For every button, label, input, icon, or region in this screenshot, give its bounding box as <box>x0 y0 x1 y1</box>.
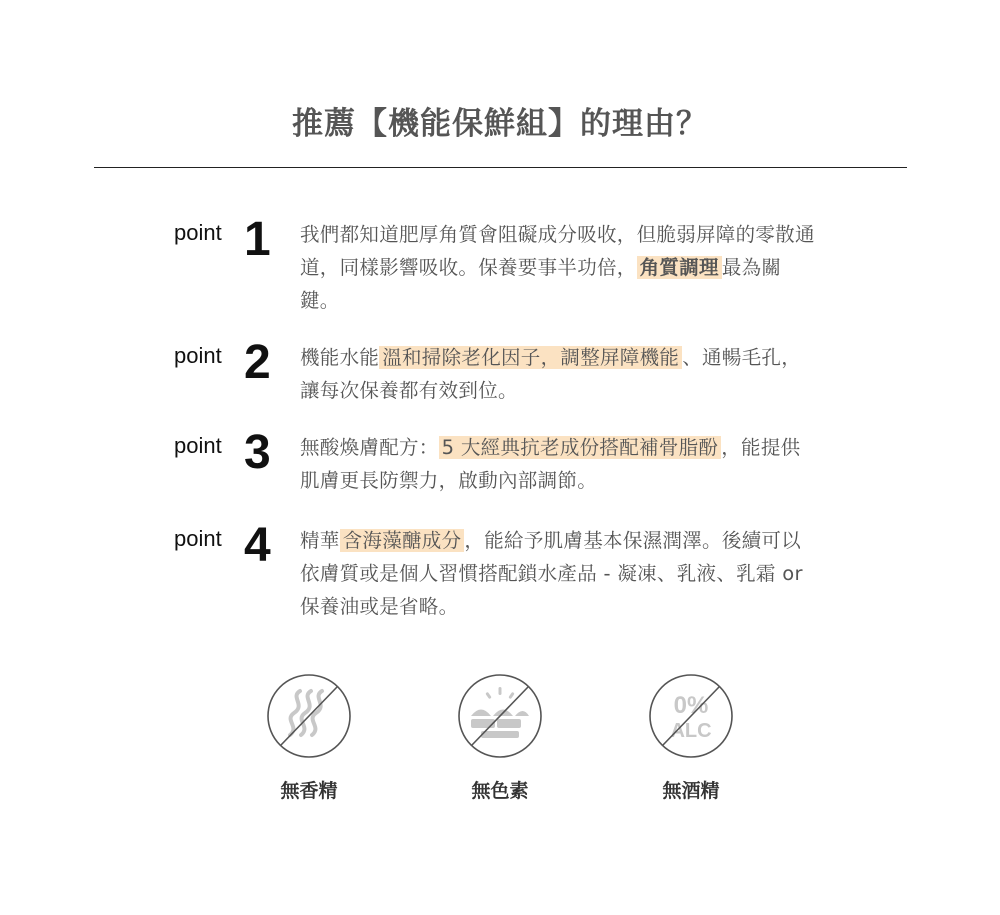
point-text-part: 機能水能 <box>300 346 380 369</box>
no-fragrance-icon <box>266 673 352 759</box>
no-alcohol-icon <box>648 673 734 759</box>
point-text-part: 無酸煥膚配方： <box>300 436 439 459</box>
point-text-part: 精華 <box>300 529 340 552</box>
point-number: 2 <box>244 336 271 389</box>
point-text-part: ，能提供肌膚更長防禦力，啟動內部調節。 <box>300 436 801 492</box>
point-number: 4 <box>244 519 271 572</box>
badge-no-colorant <box>430 673 570 803</box>
point-label: point <box>174 526 222 551</box>
badge-no-alcohol <box>621 673 761 803</box>
point-label: point <box>174 220 222 245</box>
page-title: 推薦【機能保鮮組】的理由？ <box>292 106 708 142</box>
alc-percent-text: 0% <box>673 692 709 719</box>
alc-text: ALC <box>670 720 712 742</box>
point-text <box>300 218 820 317</box>
point-number: 1 <box>244 213 271 266</box>
badge-label: 無香精 <box>280 780 338 802</box>
point-text-part: 最為關鍵。 <box>300 256 782 312</box>
point-text <box>300 431 820 497</box>
point-highlight: 含海藻醣成分 <box>340 529 465 552</box>
badge-label: 無色素 <box>471 780 529 802</box>
point-number: 3 <box>244 426 271 479</box>
point-text-part: ，能給予肌膚基本保濕潤澤。後續可以依膚質或是個人習慣搭配鎖水產品 - 凝凍、乳液、乳霜 or 保養油或是省略。 <box>300 529 803 618</box>
point-text <box>300 524 820 623</box>
no-colorant-icon <box>457 673 543 759</box>
point-highlight: 5 大經典抗老成份搭配補骨脂酚 <box>439 436 722 459</box>
point-highlight: 角質調理 <box>637 256 722 279</box>
point-label: point <box>174 343 222 368</box>
title-divider <box>94 167 907 168</box>
point-text <box>300 341 820 407</box>
point-text-part: 、通暢毛孔，讓每次保養都有效到位。 <box>300 346 802 402</box>
point-highlight: 溫和掃除老化因子，調整屏障機能 <box>379 346 682 369</box>
point-text-part: 我們都知道肥厚角質會阻礙成分吸收，但脆弱屏障的零散通道，同樣影響吸收。保養要事半功倍， <box>300 223 815 279</box>
badge-no-fragrance <box>239 673 379 803</box>
point-label: point <box>174 433 222 458</box>
badge-label: 無酒精 <box>662 780 720 802</box>
